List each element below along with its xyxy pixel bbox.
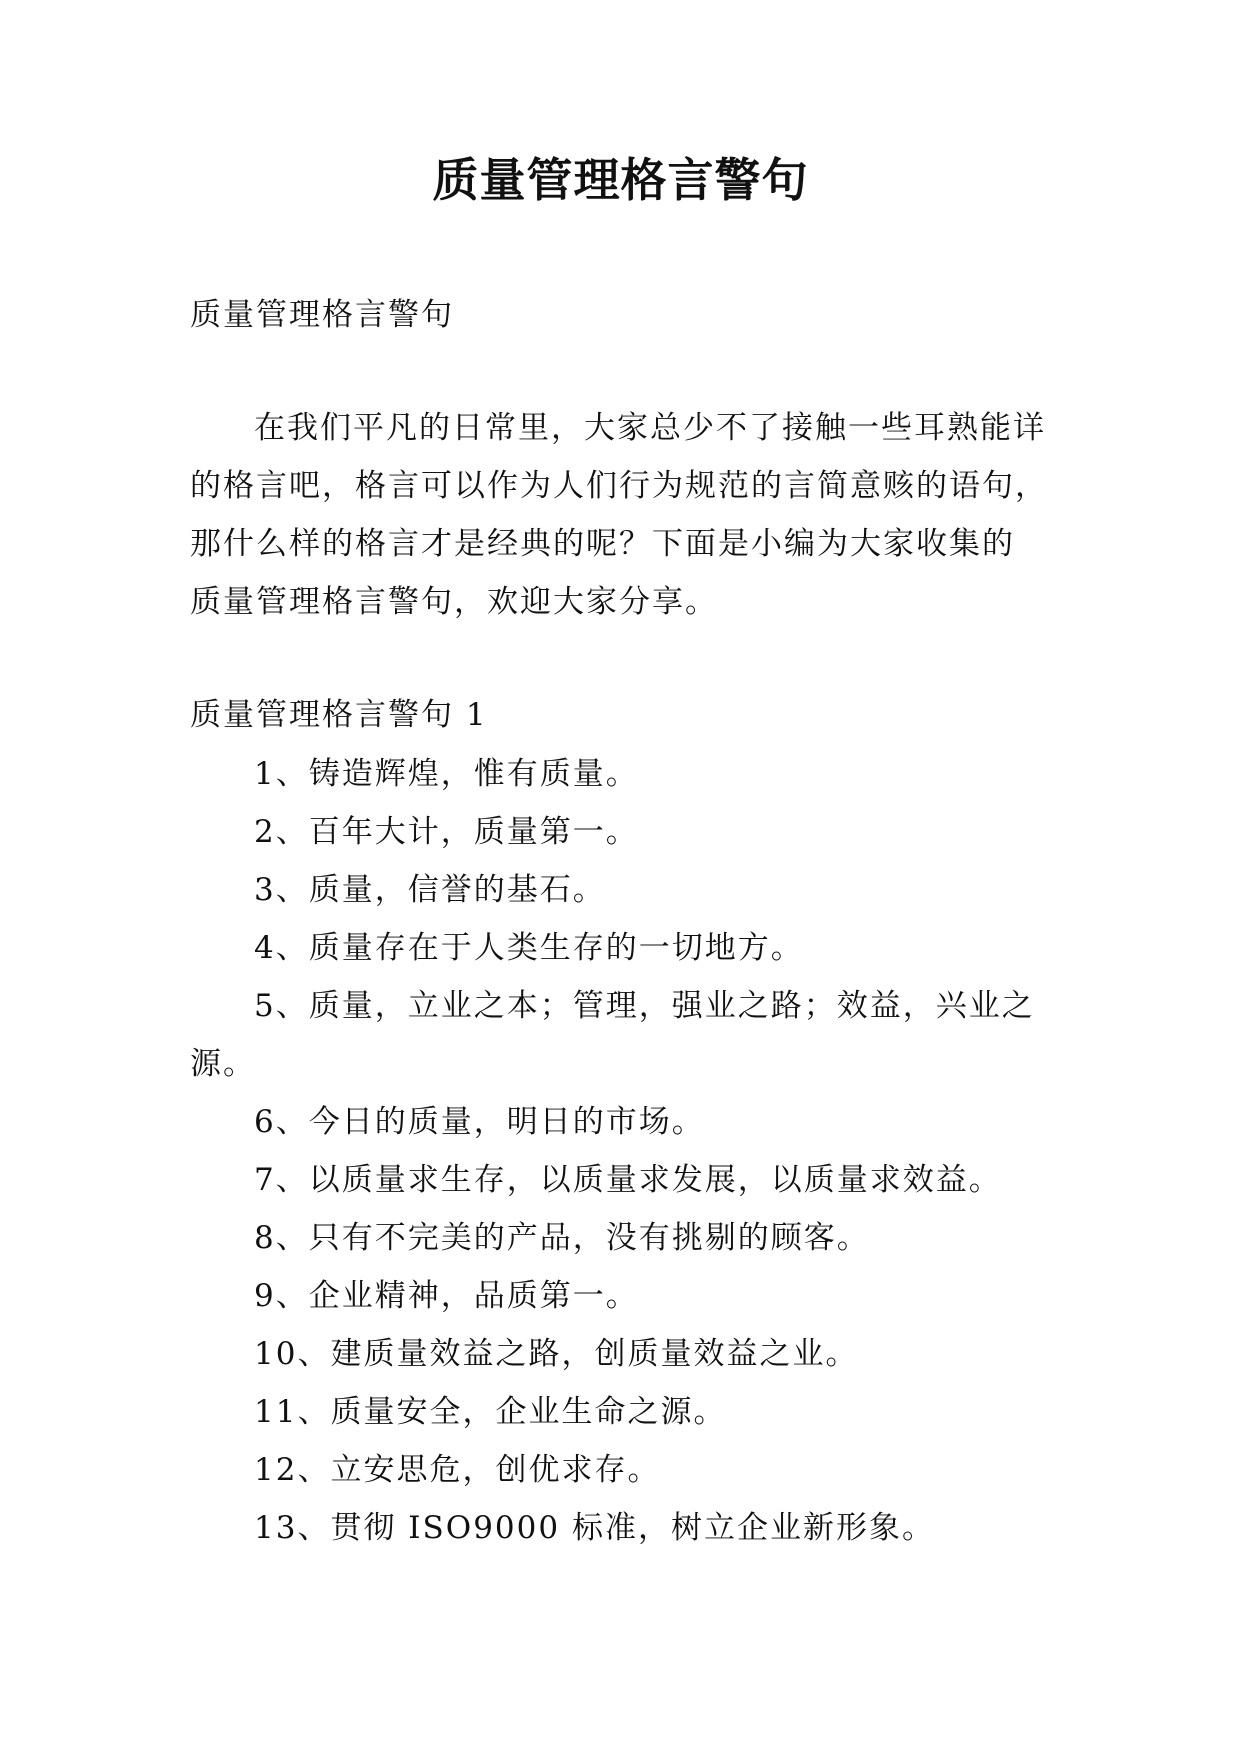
intro-line: 那什么样的格言才是经典的呢？下面是小编为大家收集的 bbox=[190, 526, 1015, 562]
list-item: 10、建质量效益之路，创质量效益之业。 bbox=[254, 1336, 859, 1372]
list-item: 13、贯彻 ISO9000 标准，树立企业新形象。 bbox=[254, 1510, 935, 1546]
list-item: 5、质量，立业之本；管理，强业之路；效益，兴业之 bbox=[254, 988, 1035, 1024]
section-heading: 质量管理格言警句 1 bbox=[190, 697, 488, 733]
document-subtitle: 质量管理格言警句 bbox=[190, 297, 454, 333]
list-item: 1、铸造辉煌，惟有质量。 bbox=[254, 756, 639, 792]
list-item: 6、今日的质量，明日的市场。 bbox=[254, 1104, 705, 1140]
intro-line: 质量管理格言警句，欢迎大家分享。 bbox=[190, 584, 718, 620]
list-item: 11、质量安全，企业生命之源。 bbox=[254, 1394, 727, 1430]
intro-line: 的格言吧，格言可以作为人们行为规范的言简意赅的语句， bbox=[190, 468, 1048, 504]
list-item: 4、质量存在于人类生存的一切地方。 bbox=[254, 930, 804, 966]
list-item: 9、企业精神，品质第一。 bbox=[254, 1278, 639, 1314]
list-item-continuation: 源。 bbox=[190, 1046, 256, 1082]
list-item: 7、以质量求生存，以质量求发展，以质量求效益。 bbox=[254, 1162, 1002, 1198]
list-item: 8、只有不完美的产品，没有挑剔的顾客。 bbox=[254, 1220, 870, 1256]
intro-line: 在我们平凡的日常里，大家总少不了接触一些耳熟能详 bbox=[254, 410, 1046, 446]
list-item: 12、立安思危，创优求存。 bbox=[254, 1452, 661, 1488]
list-item: 2、百年大计，质量第一。 bbox=[254, 814, 639, 850]
list-item: 3、质量，信誉的基石。 bbox=[254, 872, 606, 908]
document-title: 质量管理格言警句 bbox=[432, 153, 809, 207]
